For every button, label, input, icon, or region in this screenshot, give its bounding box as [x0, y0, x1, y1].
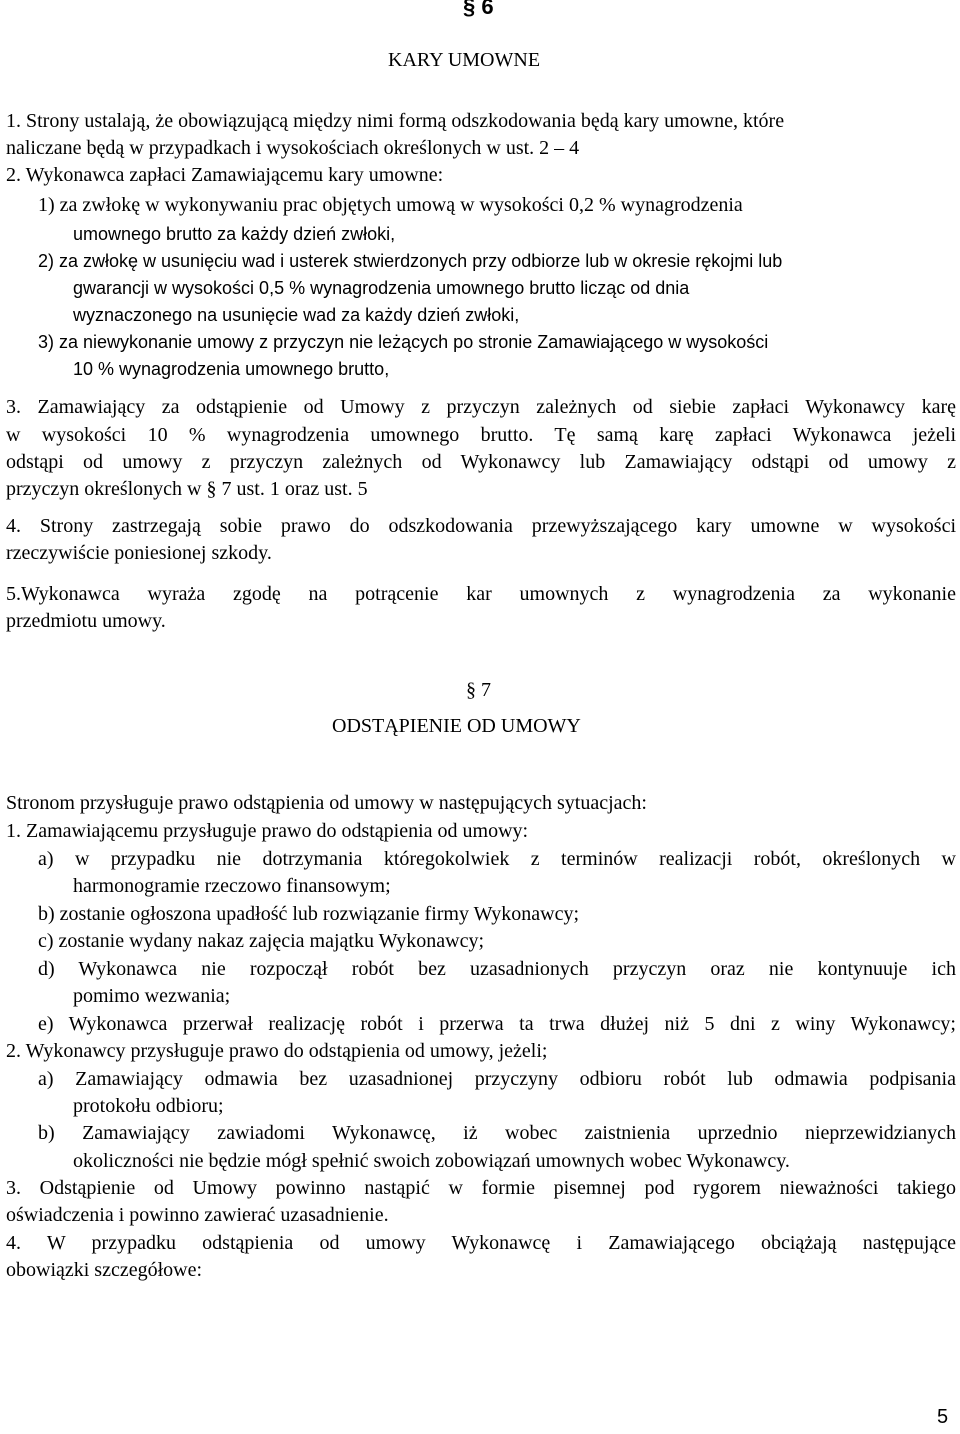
s7-p3-line2: oświadczenia i powinno zawierać uzasadnienie.	[6, 1204, 389, 1226]
s6-item1-line1: 1) za zwłokę w wykonywaniu prac objętych umową w wysokości 0,2 % wynagrodzenia	[38, 194, 743, 216]
s7-p2-item-b-line1: b) Zamawiający zawiadomi Wykonawcę, iż wobec zaistnienia uprzednio nieprzewidzianych	[38, 1122, 956, 1144]
s7-item-b: b) zostanie ogłoszona upadłość lub rozwiązanie firmy Wykonawcy;	[38, 903, 580, 925]
s6-p3-line3: odstąpi od umowy z przyczyn zależnych od Wykonawcy lub Zamawiający odstąpi od umowy z	[6, 451, 956, 473]
s6-item1-line2: umownego brutto za każdy dzień zwłoki,	[73, 224, 396, 244]
s6-p5-line2: przedmiotu umowy.	[6, 610, 166, 632]
s7-p2-item-a-line1: a) Zamawiający odmawia bez uzasadnionej przyczyny odbioru robót lub odmawia podpisania	[38, 1068, 956, 1090]
s6-item2-line3: wyznaczonego na usunięcie wad za każdy dzień zwłoki,	[73, 305, 520, 325]
s7-item-d-line1: d) Wykonawca nie rozpoczął robót bez uzasadnionych przyczyn oraz nie kontynuuje ich	[38, 958, 956, 980]
s6-item2-line2: gwarancji w wysokości 0,5 % wynagrodzenia umownego brutto licząc od dnia	[73, 278, 690, 298]
page-number: 5	[937, 1406, 949, 1428]
s6-item3-line2: 10 % wynagrodzenia umownego brutto,	[73, 359, 390, 379]
s6-p3-line2: w wysokości 10 % wynagrodzenia umownego brutto. Tę samą karę zapłaci Wykonawca jeżeli	[6, 424, 956, 446]
s7-p2: 2. Wykonawcy przysługuje prawo do odstąpienia od umowy, jeżeli;	[6, 1040, 548, 1062]
s6-item2-line1: 2) za zwłokę w usunięciu wad i usterek stwierdzonych przy odbiorze lub w okresie rękojmi lub	[38, 251, 783, 271]
section-6-title: KARY UMOWNE	[388, 49, 541, 71]
s7-item-c: c) zostanie wydany nakaz zajęcia majątku Wykonawcy;	[38, 930, 485, 952]
s7-p4-line1: 4. W przypadku odstąpienia od umowy Wykonawcę i Zamawiającego obciążają następujące	[6, 1232, 956, 1254]
section-7-title: ODSTĄPIENIE OD UMOWY	[332, 715, 581, 737]
s6-p1-line2: naliczane będą w przypadkach i wysokościach określonych w ust. 2 – 4	[6, 137, 580, 159]
s6-p1-line1: 1. Strony ustalają, że obowiązującą między nimi formą odszkodowania będą kary umowne, które	[6, 110, 785, 132]
s7-p2-item-b-line2: okoliczności nie będzie mógł spełnić swoich zobowiązań umownych wobec Wykonawcy.	[73, 1150, 790, 1172]
s7-p4-line2: obowiązki szczegółowe:	[6, 1259, 203, 1281]
s7-p3-line1: 3. Odstąpienie od Umowy powinno nastąpić w formie pisemnej pod rygorem nieważności takiego	[6, 1177, 956, 1199]
section-7-symbol: § 7	[466, 679, 491, 701]
s6-p4-line2: rzeczywiście poniesionej szkody.	[6, 542, 272, 564]
s6-p3-line1: 3. Zamawiający za odstąpienie od Umowy z przyczyn zależnych od siebie zapłaci Wykonawcy karę	[6, 396, 956, 418]
s7-p1: 1. Zamawiającemu przysługuje prawo do odstąpienia od umowy:	[6, 820, 529, 842]
s7-item-e: e) Wykonawca przerwał realizację robót i przerwa ta trwa dłużej niż 5 dni z winy Wykonawcy;	[38, 1013, 956, 1035]
s7-p2-item-a-line2: protokołu odbioru;	[73, 1095, 224, 1117]
s6-p5-line1: 5.Wykonawca wyraża zgodę na potrącenie kar umownych z wynagrodzenia za wykonanie	[6, 583, 956, 605]
s7-item-d-line2: pomimo wezwania;	[73, 985, 231, 1007]
s6-p2-line1: 2. Wykonawca zapłaci Zamawiającemu kary umowne:	[6, 164, 444, 186]
s7-item-a-line1: a) w przypadku nie dotrzymania któregokolwiek z terminów realizacji robót, określonych w	[38, 848, 956, 870]
s7-intro: Stronom przysługuje prawo odstąpienia od umowy w następujących sytuacjach:	[6, 792, 647, 814]
section-6-symbol: § 6	[463, 0, 494, 19]
s6-p4-line1: 4. Strony zastrzegają sobie prawo do odszkodowania przewyższającego kary umowne w wysokości	[6, 515, 956, 537]
s6-p3-line4: przyczyn określonych w § 7 ust. 1 oraz ust. 5	[6, 478, 368, 500]
s6-item3-line1: 3) za niewykonanie umowy z przyczyn nie leżących po stronie Zamawiającego w wysokości	[38, 332, 769, 352]
s7-item-a-line2: harmonogramie rzeczowo finansowym;	[73, 875, 391, 897]
